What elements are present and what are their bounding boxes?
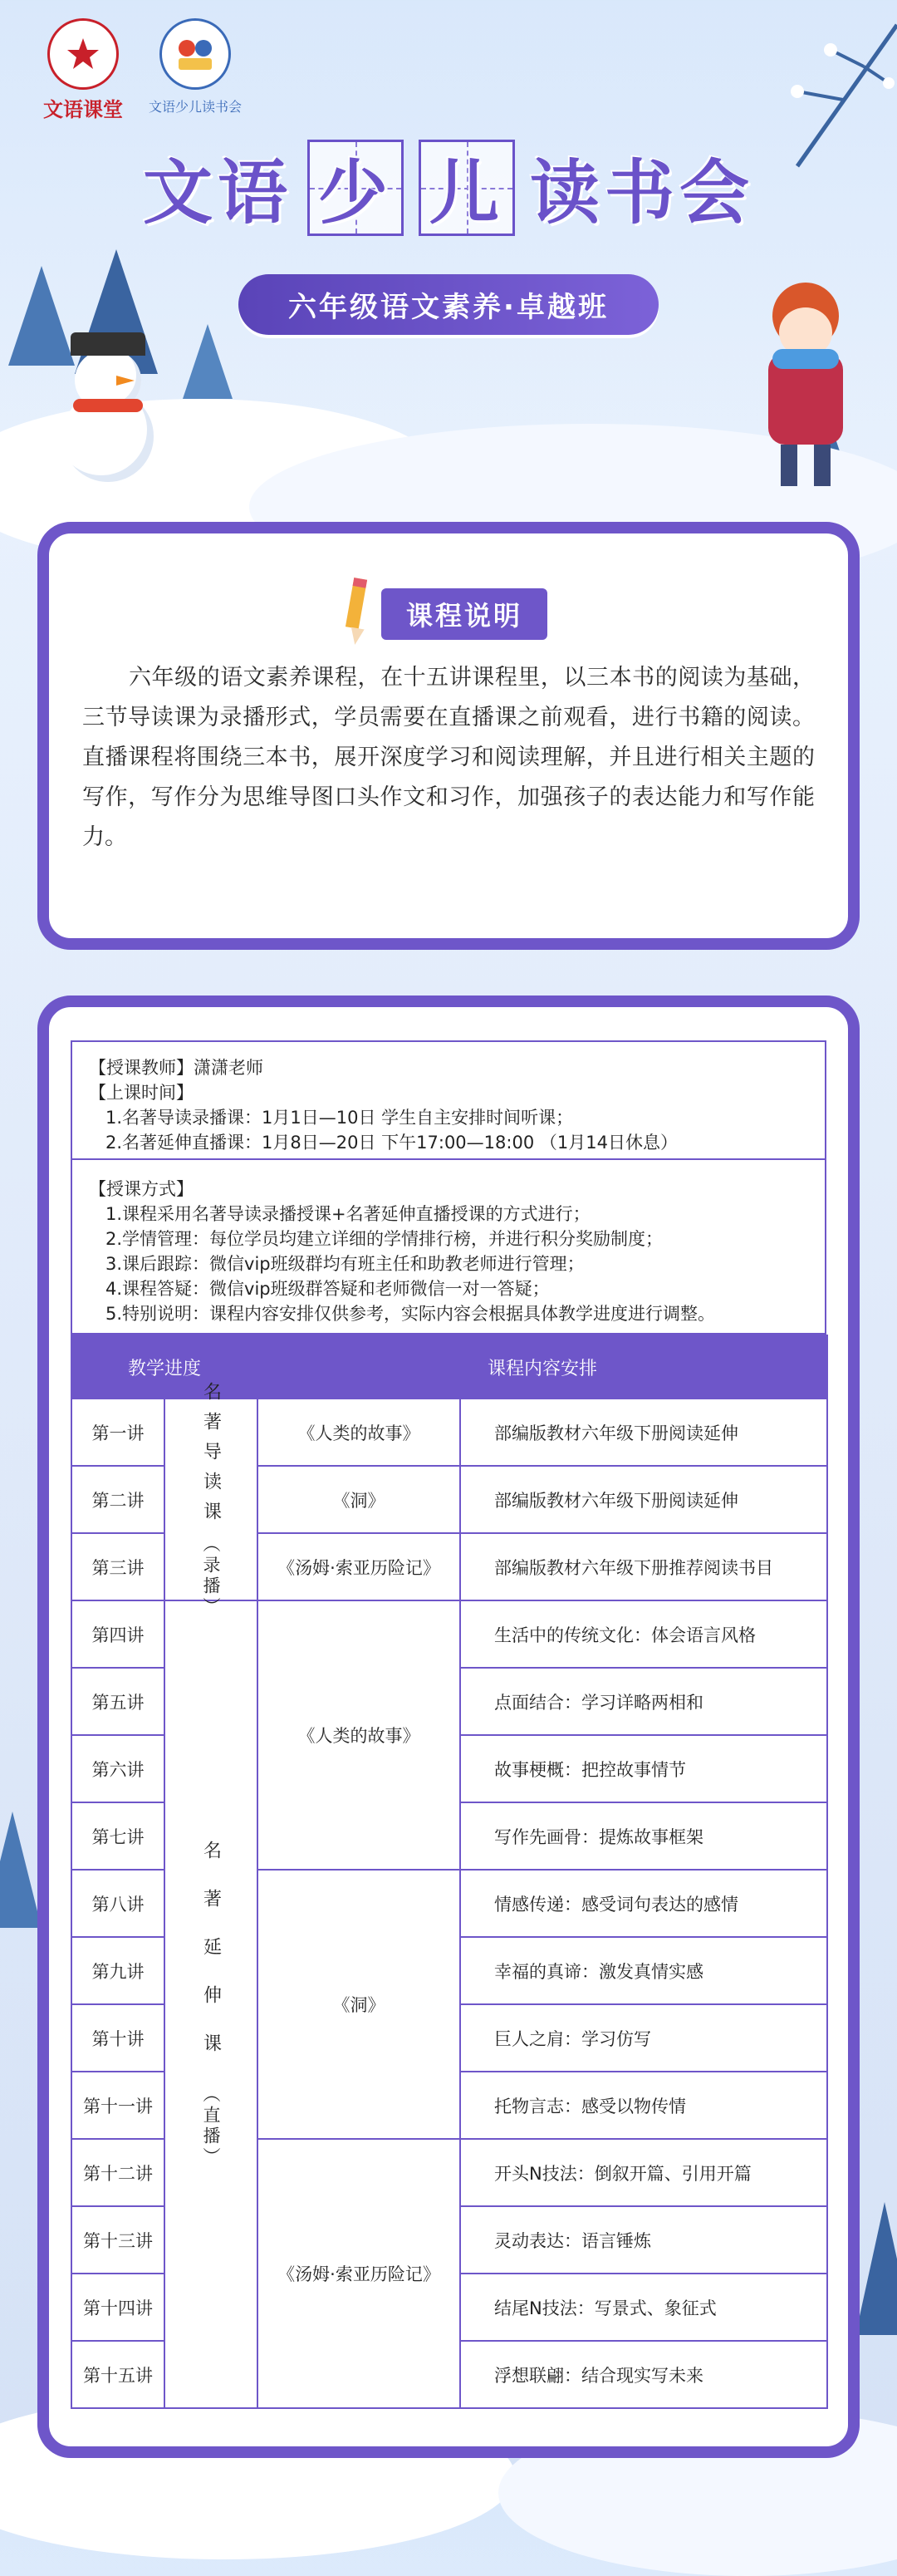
intro-heading — [340, 575, 547, 653]
group-recorded-label: 名著导读课 — [200, 1381, 222, 1531]
content-cell: 幸福的真谛：激发真情实感 — [460, 1937, 827, 2004]
brand-subname: 文语少儿读书会 — [148, 99, 242, 115]
brand-name: 文语课堂 — [43, 97, 123, 121]
teacher-time-block — [71, 1040, 826, 1160]
lesson-cell: 第七讲 — [71, 1802, 164, 1870]
content-cell: 情感传递：感受词句表达的感情 — [460, 1870, 827, 1937]
title-grid-box — [307, 140, 404, 236]
content-cell: 结尾N技法：写景式、象征式 — [460, 2274, 827, 2341]
intro-paragraph: 六年级的语文素养课程，在十五讲课程里，以三本书的阅读为基础，三节导读课为录播形式，学员需要在直播课之前观看，进行书籍的阅读。直播课程将围绕三本书，展开深度学习和阅读理解，并且进行相关主题的写作，写作分为思维导图口头作文和习作，加强孩子的表达能力和写作能力。 — [82, 665, 815, 850]
page-title — [0, 137, 897, 238]
lesson-cell: 第十二讲 — [71, 2139, 164, 2206]
method-item: 4.课程答疑：微信vip班级群答疑和老师微信一对一答疑； — [105, 1279, 550, 1299]
content-cell: 点面结合：学习详略两相和 — [460, 1668, 827, 1735]
title-part2: 读书会 — [530, 151, 755, 234]
schedule-table — [71, 1335, 828, 2409]
lesson-cell: 第九讲 — [71, 1937, 164, 2004]
title-grid-box — [419, 140, 515, 236]
lesson-cell: 第六讲 — [71, 1735, 164, 1802]
method-label: 【授课方式】 — [89, 1179, 194, 1199]
content-cell: 写作先画骨：提炼故事框架 — [460, 1802, 827, 1870]
content-cell: 巨人之肩：学习仿写 — [460, 2004, 827, 2072]
pine-tree-icon — [0, 1812, 42, 1928]
content-cell: 生活中的传统文化：体会语言风格 — [460, 1600, 827, 1668]
group-live-cell — [164, 1600, 257, 2408]
group-recorded-cell — [164, 1381, 257, 1618]
course-intro-card — [37, 522, 860, 950]
brand-logo-wenyu — [33, 18, 133, 122]
content-cell: 故事梗概：把控故事情节 — [460, 1735, 827, 1802]
brand-logo-reading-club — [141, 18, 249, 116]
content-cell: 托物言志：感受以物传情 — [460, 2072, 827, 2139]
group-live-sub: （直播） — [201, 2085, 221, 2168]
lesson-cell: 第四讲 — [71, 1600, 164, 1668]
lesson-cell: 第十四讲 — [71, 2274, 164, 2341]
method-item: 2.学情管理：每位学员均建立详细的学情排行榜，并进行积分奖励制度； — [105, 1229, 664, 1249]
method-item: 5.特别说明：课程内容安排仅供参考，实际内容会根据具体教学进度进行调整。 — [105, 1304, 716, 1324]
subtitle-banner — [0, 274, 897, 335]
lesson-cell: 第十五讲 — [71, 2341, 164, 2408]
time-label: 【上课时间】 — [89, 1083, 194, 1103]
book-cell: 《汤姆·索亚历险记》 — [257, 1533, 460, 1600]
wenyu-seal-icon — [47, 18, 119, 90]
content-cell: 部编版教材六年级下册阅读延伸 — [460, 1399, 827, 1466]
lesson-cell: 第五讲 — [71, 1668, 164, 1735]
teacher-line: 【授课教师】潇潇老师 — [89, 1058, 263, 1078]
content-cell: 浮想联翩：结合现实写未来 — [460, 2341, 827, 2408]
book-cell: 《汤姆·索亚历险记》 — [257, 2139, 460, 2408]
book-cell: 《洞》 — [257, 1870, 460, 2139]
header-progress: 教学进度 — [71, 1335, 257, 1399]
method-item: 1.课程采用名著导读录播授课+名著延伸直播授课的方式进行； — [105, 1204, 591, 1224]
lesson-cell: 第三讲 — [71, 1533, 164, 1600]
content-cell: 部编版教材六年级下册推荐阅读书目 — [460, 1533, 827, 1600]
intro-heading-label: 课程说明 — [381, 588, 547, 640]
time-item: 1.名著导读录播课：1月1日—10日 学生自主安排时间听课； — [105, 1108, 574, 1128]
table-row — [71, 1399, 827, 1466]
content-cell: 开头N技法：倒叙开篇、引用开篇 — [460, 2139, 827, 2206]
table-header-row — [71, 1335, 827, 1399]
header-content: 课程内容安排 — [257, 1335, 827, 1399]
lesson-cell: 第二讲 — [71, 1466, 164, 1533]
lesson-cell: 第十讲 — [71, 2004, 164, 2072]
book-cell: 《洞》 — [257, 1466, 460, 1533]
lesson-cell: 第一讲 — [71, 1399, 164, 1466]
content-cell: 灵动表达：语言锤炼 — [460, 2206, 827, 2274]
group-live-label: 名著延伸课 — [200, 1841, 222, 2082]
table-row — [71, 1600, 827, 1668]
lesson-cell: 第八讲 — [71, 1870, 164, 1937]
schedule-card — [37, 995, 860, 2458]
lesson-cell: 第十三讲 — [71, 2206, 164, 2274]
book-cell: 《人类的故事》 — [257, 1399, 460, 1466]
pine-tree-icon — [855, 2202, 897, 2335]
title-part1: 文语 — [142, 151, 292, 234]
pine-tree-icon — [183, 324, 233, 399]
time-item: 2.名著延伸直播课：1月8日—20日 下午17:00—18:00 （1月14日休息） — [105, 1133, 678, 1153]
title-char1: 少 — [317, 151, 393, 234]
method-block — [71, 1160, 826, 1335]
pencil-icon — [340, 575, 373, 653]
snowman-illustration — [58, 332, 158, 490]
subtitle-text: 六年级语文素养·卓越班 — [238, 274, 659, 335]
method-item: 3.课后跟踪：微信vip班级群均有班主任和助教老师进行管理； — [105, 1254, 585, 1274]
content-cell: 部编版教材六年级下册阅读延伸 — [460, 1466, 827, 1533]
schedule-frame — [71, 1040, 826, 2409]
reading-club-kids-icon — [159, 18, 231, 90]
lesson-cell: 第十一讲 — [71, 2072, 164, 2139]
book-cell: 《人类的故事》 — [257, 1600, 460, 1870]
group-recorded-sub: （录播） — [201, 1534, 221, 1618]
title-char2: 儿 — [429, 151, 504, 234]
